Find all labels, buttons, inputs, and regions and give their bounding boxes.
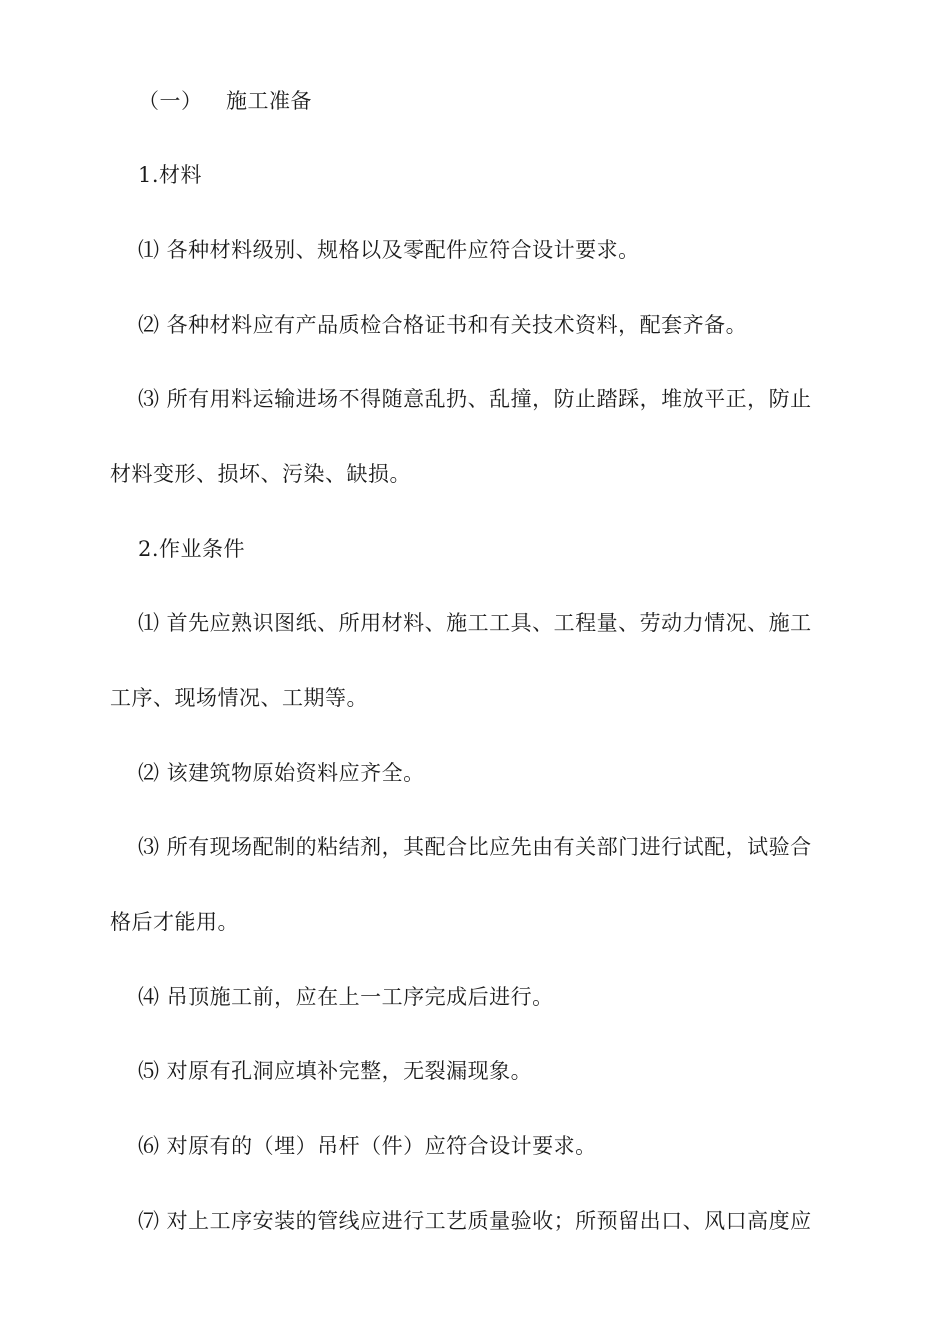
paragraph-line-continued: 材料变形、损坏、污染、缺损。 bbox=[110, 462, 411, 486]
paragraph-line: ⑺ 对上工序安装的管线应进行工艺质量验收；所预留出口、风口高度应 bbox=[138, 1209, 812, 1233]
subsection-heading-conditions: 2.作业条件 bbox=[138, 537, 246, 561]
paragraph-line-continued: 工序、现场情况、工期等。 bbox=[110, 686, 368, 710]
paragraph-line: ⑴ 首先应熟识图纸、所用材料、施工工具、工程量、劳动力情况、施工 bbox=[138, 611, 812, 635]
paragraph-line-continued: 格后才能用。 bbox=[110, 910, 239, 934]
paragraph-line: ⑵ 各种材料应有产品质检合格证书和有关技术资料，配套齐备。 bbox=[138, 313, 748, 337]
section-heading bbox=[138, 86, 873, 116]
paragraph-line: ⑹ 对原有的（埋）吊杆（件）应符合设计要求。 bbox=[138, 1134, 597, 1158]
section-heading-title: 施工准备 bbox=[226, 89, 312, 113]
paragraph-line: ⑶ 所有现场配制的粘结剂，其配合比应先由有关部门进行试配，试验合 bbox=[138, 835, 812, 859]
paragraph-line: ⑵ 该建筑物原始资料应齐全。 bbox=[138, 761, 425, 785]
paragraph-line: ⑴ 各种材料级别、规格以及零配件应符合设计要求。 bbox=[138, 238, 640, 262]
subsection-heading-materials: 1.材料 bbox=[138, 163, 203, 187]
paragraph-line: ⑶ 所有用料运输进场不得随意乱扔、乱撞，防止踏踩，堆放平正，防止 bbox=[138, 387, 812, 411]
section-heading-number: （一） bbox=[138, 89, 203, 113]
paragraph-line: ⑸ 对原有孔洞应填补完整，无裂漏现象。 bbox=[138, 1059, 533, 1083]
paragraph-line: ⑷ 吊顶施工前，应在上一工序完成后进行。 bbox=[138, 985, 554, 1009]
